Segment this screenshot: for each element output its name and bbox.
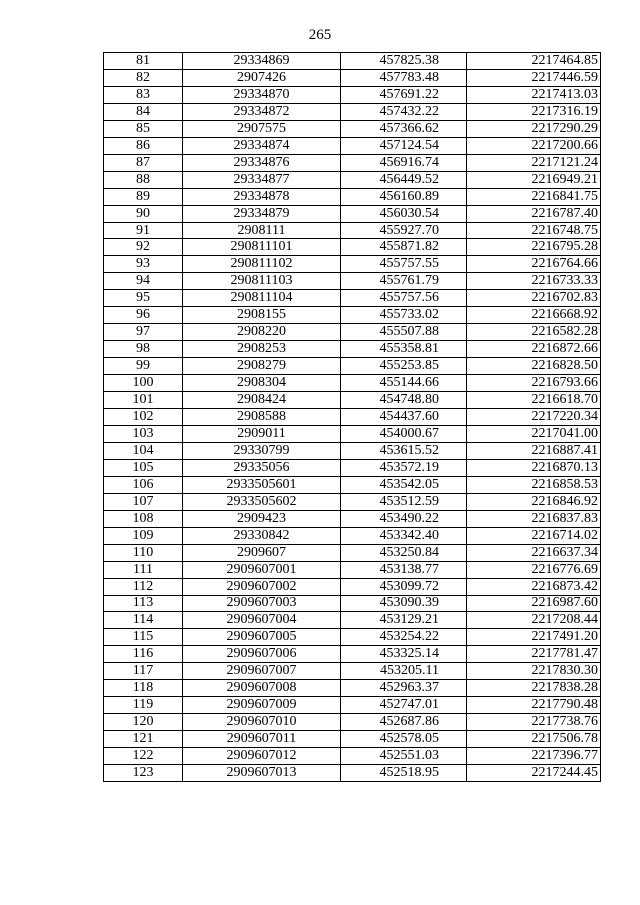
point-number-cell: 81 bbox=[104, 53, 183, 70]
point-id-cell: 290811101 bbox=[183, 239, 341, 256]
y-coordinate-cell: 2217738.76 bbox=[467, 714, 601, 731]
point-id-cell: 2908424 bbox=[183, 392, 341, 409]
table-row bbox=[104, 748, 601, 765]
x-coordinate-cell: 453572.19 bbox=[341, 459, 467, 476]
point-number-cell: 94 bbox=[104, 273, 183, 290]
table-row bbox=[104, 137, 601, 154]
table-row bbox=[104, 731, 601, 748]
point-id-cell: 2933505602 bbox=[183, 493, 341, 510]
y-coordinate-cell: 2216668.92 bbox=[467, 307, 601, 324]
y-coordinate-cell: 2216748.75 bbox=[467, 222, 601, 239]
point-number-cell: 107 bbox=[104, 493, 183, 510]
point-id-cell: 2909011 bbox=[183, 425, 341, 442]
x-coordinate-cell: 456916.74 bbox=[341, 154, 467, 171]
point-number-cell: 116 bbox=[104, 646, 183, 663]
x-coordinate-cell: 455733.02 bbox=[341, 307, 467, 324]
point-number-cell: 106 bbox=[104, 476, 183, 493]
table-row bbox=[104, 459, 601, 476]
point-number-cell: 91 bbox=[104, 222, 183, 239]
y-coordinate-cell: 2216837.83 bbox=[467, 510, 601, 527]
y-coordinate-cell: 2216870.13 bbox=[467, 459, 601, 476]
table-row bbox=[104, 154, 601, 171]
point-id-cell: 290811104 bbox=[183, 290, 341, 307]
table-row bbox=[104, 69, 601, 86]
point-id-cell: 29334872 bbox=[183, 103, 341, 120]
point-id-cell: 2909607011 bbox=[183, 731, 341, 748]
point-number-cell: 87 bbox=[104, 154, 183, 171]
point-number-cell: 104 bbox=[104, 442, 183, 459]
table-row bbox=[104, 307, 601, 324]
y-coordinate-cell: 2217413.03 bbox=[467, 86, 601, 103]
point-number-cell: 103 bbox=[104, 425, 183, 442]
y-coordinate-cell: 2216637.34 bbox=[467, 544, 601, 561]
table-row bbox=[104, 86, 601, 103]
y-coordinate-cell: 2216841.75 bbox=[467, 188, 601, 205]
y-coordinate-cell: 2217121.24 bbox=[467, 154, 601, 171]
point-id-cell: 2908155 bbox=[183, 307, 341, 324]
x-coordinate-cell: 453205.11 bbox=[341, 663, 467, 680]
point-id-cell: 2908220 bbox=[183, 324, 341, 341]
table-row bbox=[104, 646, 601, 663]
table-row bbox=[104, 680, 601, 697]
point-id-cell: 2909607004 bbox=[183, 612, 341, 629]
x-coordinate-cell: 453099.72 bbox=[341, 578, 467, 595]
x-coordinate-cell: 457691.22 bbox=[341, 86, 467, 103]
point-number-cell: 115 bbox=[104, 629, 183, 646]
x-coordinate-cell: 455253.85 bbox=[341, 358, 467, 375]
x-coordinate-cell: 457432.22 bbox=[341, 103, 467, 120]
x-coordinate-cell: 455871.82 bbox=[341, 239, 467, 256]
coordinates-table bbox=[103, 52, 601, 782]
x-coordinate-cell: 454437.60 bbox=[341, 409, 467, 426]
table-row bbox=[104, 171, 601, 188]
point-number-cell: 111 bbox=[104, 561, 183, 578]
x-coordinate-cell: 453090.39 bbox=[341, 595, 467, 612]
point-id-cell: 29334879 bbox=[183, 205, 341, 222]
y-coordinate-cell: 2217290.29 bbox=[467, 120, 601, 137]
table-row bbox=[104, 120, 601, 137]
point-id-cell: 2909607010 bbox=[183, 714, 341, 731]
table-row bbox=[104, 409, 601, 426]
point-number-cell: 92 bbox=[104, 239, 183, 256]
x-coordinate-cell: 453250.84 bbox=[341, 544, 467, 561]
x-coordinate-cell: 453615.52 bbox=[341, 442, 467, 459]
point-id-cell: 29330842 bbox=[183, 527, 341, 544]
x-coordinate-cell: 455757.55 bbox=[341, 256, 467, 273]
point-id-cell: 2909607012 bbox=[183, 748, 341, 765]
x-coordinate-cell: 455927.70 bbox=[341, 222, 467, 239]
y-coordinate-cell: 2216776.69 bbox=[467, 561, 601, 578]
x-coordinate-cell: 453138.77 bbox=[341, 561, 467, 578]
point-number-cell: 112 bbox=[104, 578, 183, 595]
point-number-cell: 86 bbox=[104, 137, 183, 154]
point-number-cell: 102 bbox=[104, 409, 183, 426]
point-number-cell: 113 bbox=[104, 595, 183, 612]
point-id-cell: 2908279 bbox=[183, 358, 341, 375]
y-coordinate-cell: 2216618.70 bbox=[467, 392, 601, 409]
point-number-cell: 93 bbox=[104, 256, 183, 273]
table-row bbox=[104, 527, 601, 544]
y-coordinate-cell: 2217220.34 bbox=[467, 409, 601, 426]
point-number-cell: 119 bbox=[104, 697, 183, 714]
table-row bbox=[104, 273, 601, 290]
table-row bbox=[104, 53, 601, 70]
y-coordinate-cell: 2216828.50 bbox=[467, 358, 601, 375]
x-coordinate-cell: 457366.62 bbox=[341, 120, 467, 137]
y-coordinate-cell: 2217506.78 bbox=[467, 731, 601, 748]
point-number-cell: 108 bbox=[104, 510, 183, 527]
point-number-cell: 88 bbox=[104, 171, 183, 188]
x-coordinate-cell: 456030.54 bbox=[341, 205, 467, 222]
point-id-cell: 2908588 bbox=[183, 409, 341, 426]
table-row bbox=[104, 188, 601, 205]
table-row bbox=[104, 697, 601, 714]
point-id-cell: 290811103 bbox=[183, 273, 341, 290]
point-id-cell: 2907575 bbox=[183, 120, 341, 137]
point-number-cell: 101 bbox=[104, 392, 183, 409]
point-id-cell: 2909607003 bbox=[183, 595, 341, 612]
y-coordinate-cell: 2216702.83 bbox=[467, 290, 601, 307]
x-coordinate-cell: 453512.59 bbox=[341, 493, 467, 510]
y-coordinate-cell: 2216873.42 bbox=[467, 578, 601, 595]
x-coordinate-cell: 457783.48 bbox=[341, 69, 467, 86]
x-coordinate-cell: 455761.79 bbox=[341, 273, 467, 290]
x-coordinate-cell: 455507.88 bbox=[341, 324, 467, 341]
y-coordinate-cell: 2216872.66 bbox=[467, 341, 601, 358]
table-row bbox=[104, 392, 601, 409]
point-id-cell: 2909607009 bbox=[183, 697, 341, 714]
y-coordinate-cell: 2216887.41 bbox=[467, 442, 601, 459]
table-row bbox=[104, 544, 601, 561]
table-row bbox=[104, 561, 601, 578]
x-coordinate-cell: 452687.86 bbox=[341, 714, 467, 731]
x-coordinate-cell: 457124.54 bbox=[341, 137, 467, 154]
table-row bbox=[104, 256, 601, 273]
x-coordinate-cell: 454748.80 bbox=[341, 392, 467, 409]
point-id-cell: 29334870 bbox=[183, 86, 341, 103]
y-coordinate-cell: 2217830.30 bbox=[467, 663, 601, 680]
y-coordinate-cell: 2217446.59 bbox=[467, 69, 601, 86]
x-coordinate-cell: 453129.21 bbox=[341, 612, 467, 629]
point-number-cell: 100 bbox=[104, 375, 183, 392]
y-coordinate-cell: 2217396.77 bbox=[467, 748, 601, 765]
point-number-cell: 114 bbox=[104, 612, 183, 629]
y-coordinate-cell: 2217790.48 bbox=[467, 697, 601, 714]
x-coordinate-cell: 455358.81 bbox=[341, 341, 467, 358]
point-number-cell: 83 bbox=[104, 86, 183, 103]
point-number-cell: 96 bbox=[104, 307, 183, 324]
point-number-cell: 90 bbox=[104, 205, 183, 222]
point-id-cell: 2909607005 bbox=[183, 629, 341, 646]
point-number-cell: 117 bbox=[104, 663, 183, 680]
x-coordinate-cell: 452551.03 bbox=[341, 748, 467, 765]
point-id-cell: 2909607013 bbox=[183, 765, 341, 782]
x-coordinate-cell: 453254.22 bbox=[341, 629, 467, 646]
table-row bbox=[104, 205, 601, 222]
y-coordinate-cell: 2216714.02 bbox=[467, 527, 601, 544]
point-id-cell: 2909607 bbox=[183, 544, 341, 561]
table-row bbox=[104, 578, 601, 595]
point-id-cell: 29334876 bbox=[183, 154, 341, 171]
point-number-cell: 118 bbox=[104, 680, 183, 697]
point-number-cell: 84 bbox=[104, 103, 183, 120]
point-id-cell: 2907426 bbox=[183, 69, 341, 86]
x-coordinate-cell: 452963.37 bbox=[341, 680, 467, 697]
point-number-cell: 89 bbox=[104, 188, 183, 205]
x-coordinate-cell: 453325.14 bbox=[341, 646, 467, 663]
point-id-cell: 2908253 bbox=[183, 341, 341, 358]
table-row bbox=[104, 714, 601, 731]
point-number-cell: 122 bbox=[104, 748, 183, 765]
point-number-cell: 97 bbox=[104, 324, 183, 341]
table-body bbox=[104, 53, 601, 782]
y-coordinate-cell: 2216949.21 bbox=[467, 171, 601, 188]
point-id-cell: 2909607007 bbox=[183, 663, 341, 680]
y-coordinate-cell: 2217200.66 bbox=[467, 137, 601, 154]
y-coordinate-cell: 2217041.00 bbox=[467, 425, 601, 442]
table-row bbox=[104, 324, 601, 341]
table-row bbox=[104, 442, 601, 459]
y-coordinate-cell: 2217208.44 bbox=[467, 612, 601, 629]
table-row bbox=[104, 629, 601, 646]
x-coordinate-cell: 452747.01 bbox=[341, 697, 467, 714]
point-id-cell: 2909607006 bbox=[183, 646, 341, 663]
y-coordinate-cell: 2216787.40 bbox=[467, 205, 601, 222]
point-number-cell: 85 bbox=[104, 120, 183, 137]
point-id-cell: 2909423 bbox=[183, 510, 341, 527]
x-coordinate-cell: 456160.89 bbox=[341, 188, 467, 205]
table-row bbox=[104, 510, 601, 527]
y-coordinate-cell: 2217316.19 bbox=[467, 103, 601, 120]
y-coordinate-cell: 2216795.28 bbox=[467, 239, 601, 256]
point-number-cell: 123 bbox=[104, 765, 183, 782]
page-number: 265 bbox=[308, 27, 332, 43]
y-coordinate-cell: 2216858.53 bbox=[467, 476, 601, 493]
point-id-cell: 2909607002 bbox=[183, 578, 341, 595]
table-row bbox=[104, 663, 601, 680]
x-coordinate-cell: 452518.95 bbox=[341, 765, 467, 782]
point-id-cell: 2908304 bbox=[183, 375, 341, 392]
y-coordinate-cell: 2216846.92 bbox=[467, 493, 601, 510]
point-id-cell: 29330799 bbox=[183, 442, 341, 459]
y-coordinate-cell: 2216764.66 bbox=[467, 256, 601, 273]
table-row bbox=[104, 425, 601, 442]
table-row bbox=[104, 493, 601, 510]
y-coordinate-cell: 2216793.66 bbox=[467, 375, 601, 392]
y-coordinate-cell: 2217464.85 bbox=[467, 53, 601, 70]
x-coordinate-cell: 454000.67 bbox=[341, 425, 467, 442]
point-number-cell: 105 bbox=[104, 459, 183, 476]
point-number-cell: 109 bbox=[104, 527, 183, 544]
y-coordinate-cell: 2217781.47 bbox=[467, 646, 601, 663]
y-coordinate-cell: 2216733.33 bbox=[467, 273, 601, 290]
x-coordinate-cell: 455757.56 bbox=[341, 290, 467, 307]
point-number-cell: 98 bbox=[104, 341, 183, 358]
point-number-cell: 95 bbox=[104, 290, 183, 307]
point-id-cell: 29334869 bbox=[183, 53, 341, 70]
table-row bbox=[104, 765, 601, 782]
point-number-cell: 110 bbox=[104, 544, 183, 561]
table-row bbox=[104, 612, 601, 629]
table-row bbox=[104, 103, 601, 120]
point-id-cell: 2909607001 bbox=[183, 561, 341, 578]
x-coordinate-cell: 456449.52 bbox=[341, 171, 467, 188]
y-coordinate-cell: 2217838.28 bbox=[467, 680, 601, 697]
point-number-cell: 82 bbox=[104, 69, 183, 86]
x-coordinate-cell: 452578.05 bbox=[341, 731, 467, 748]
x-coordinate-cell: 453490.22 bbox=[341, 510, 467, 527]
x-coordinate-cell: 453342.40 bbox=[341, 527, 467, 544]
table-row bbox=[104, 476, 601, 493]
y-coordinate-cell: 2216582.28 bbox=[467, 324, 601, 341]
table-row bbox=[104, 375, 601, 392]
table-row bbox=[104, 222, 601, 239]
y-coordinate-cell: 2216987.60 bbox=[467, 595, 601, 612]
point-id-cell: 2909607008 bbox=[183, 680, 341, 697]
point-number-cell: 99 bbox=[104, 358, 183, 375]
y-coordinate-cell: 2217491.20 bbox=[467, 629, 601, 646]
point-id-cell: 29334878 bbox=[183, 188, 341, 205]
point-id-cell: 29334877 bbox=[183, 171, 341, 188]
point-number-cell: 120 bbox=[104, 714, 183, 731]
table-row bbox=[104, 290, 601, 307]
point-id-cell: 290811102 bbox=[183, 256, 341, 273]
x-coordinate-cell: 453542.05 bbox=[341, 476, 467, 493]
point-number-cell: 121 bbox=[104, 731, 183, 748]
point-id-cell: 2933505601 bbox=[183, 476, 341, 493]
table-row bbox=[104, 341, 601, 358]
table-row bbox=[104, 595, 601, 612]
point-id-cell: 29334874 bbox=[183, 137, 341, 154]
table-row bbox=[104, 358, 601, 375]
point-id-cell: 2908111 bbox=[183, 222, 341, 239]
x-coordinate-cell: 455144.66 bbox=[341, 375, 467, 392]
table-row bbox=[104, 239, 601, 256]
point-id-cell: 29335056 bbox=[183, 459, 341, 476]
x-coordinate-cell: 457825.38 bbox=[341, 53, 467, 70]
y-coordinate-cell: 2217244.45 bbox=[467, 765, 601, 782]
